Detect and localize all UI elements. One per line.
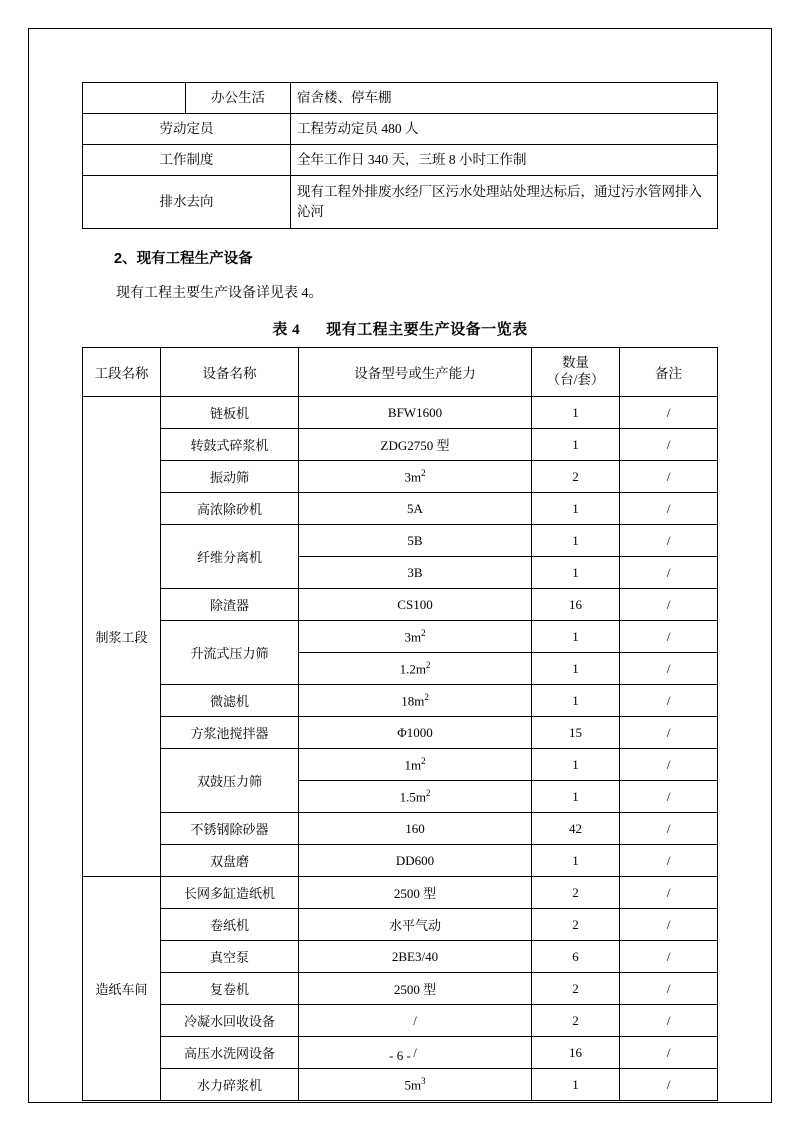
overview-row1-label: 劳动定员 [83,114,291,145]
equipment-name: 真空泵 [161,941,299,973]
equipment-model: CS100 [299,589,532,621]
overview-row0-label-a [83,83,186,114]
header-qty [532,348,620,397]
equipment-model: DD600 [299,845,532,877]
equipment-stage-1: 造纸车间 [83,877,161,1101]
page-number: - 6 - [389,1048,411,1063]
equipment-remark: / [620,845,718,877]
equipment-remark: / [620,653,718,685]
section-heading: 2、现有工程生产设备 [114,251,253,267]
equipment-model: 2BE3/40 [299,941,532,973]
equipment-qty: 1 [532,557,620,589]
equipment-model: $5m^3$ [299,1069,532,1101]
equipment-qty: 1 [532,781,620,813]
table-row [83,83,718,114]
equipment-model: $1.5m^2$ [299,781,532,813]
table-row [83,749,718,781]
equipment-remark: / [620,493,718,525]
equipment-model: $3m^2$ [299,621,532,653]
equipment-qty: 2 [532,1005,620,1037]
equipment-name: 冷凝水回收设备 [161,1005,299,1037]
header-qty-line2: （台/套） [546,372,605,387]
equipment-remark: / [620,717,718,749]
equipment-qty: 2 [532,461,620,493]
table-row [83,845,718,877]
equipment-qty: 1 [532,397,620,429]
equipment-qty: 1 [532,685,620,717]
overview-row0-label-b: 办公生活 [186,83,291,114]
equipment-remark: / [620,749,718,781]
equipment-remark: / [620,621,718,653]
table-row [83,397,718,429]
equipment-model: 5A [299,493,532,525]
table-row [83,717,718,749]
overview-row3-value: 现有工程外排废水经厂区污水处理站处理达标后，通过污水管网排入沁河 [291,176,718,229]
table-row [83,145,718,176]
equipment-name: 高浓除砂机 [161,493,299,525]
table-row [83,941,718,973]
table-row [83,176,718,229]
table-row [83,493,718,525]
table-row [83,114,718,145]
equipment-name: 方浆池搅拌器 [161,717,299,749]
equipment-name: 双鼓压力筛 [161,749,299,813]
table-row [83,461,718,493]
page-footer [0,1048,800,1064]
equipment-qty: 16 [532,1037,620,1069]
table-caption-title: 现有工程主要生产设备一览表 [326,322,528,338]
equipment-remark: / [620,909,718,941]
equipment-stage-0: 制浆工段 [83,397,161,877]
header-qty-line1: 数量 [562,355,589,371]
equipment-model: $18m^2$ [299,685,532,717]
equipment-remark: / [620,1005,718,1037]
equipment-table-body [83,397,718,1101]
equipment-remark: / [620,685,718,717]
equipment-remark: / [620,589,718,621]
overview-row2-value: 全年工作日 340 天，三班 8 小时工作制 [291,145,718,176]
equipment-model: 5B [299,525,532,557]
equipment-name: 振动筛 [161,461,299,493]
equipment-remark: / [620,461,718,493]
header-model: 设备型号或生产能力 [299,348,532,397]
equipment-name: 高压水洗网设备 [161,1037,299,1069]
equipment-remark: / [620,1037,718,1069]
table-caption-number: 表 4 [272,322,301,338]
equipment-model: 水平气动 [299,909,532,941]
equipment-name: 水力碎浆机 [161,1069,299,1101]
equipment-model: 160 [299,813,532,845]
table-row [83,589,718,621]
table-row [83,429,718,461]
equipment-model: / [299,1037,532,1069]
equipment-remark: / [620,525,718,557]
equipment-qty: 1 [532,493,620,525]
table-row [83,877,718,909]
equipment-remark: / [620,781,718,813]
equipment-remark: / [620,941,718,973]
overview-row3-label: 排水去向 [83,176,291,229]
page-content [82,82,718,1101]
equipment-remark: / [620,397,718,429]
table-row [83,525,718,557]
equipment-model: BFW1600 [299,397,532,429]
equipment-model: $1m^2$ [299,749,532,781]
equipment-model: 2500 型 [299,973,532,1005]
equipment-remark: / [620,973,718,1005]
equipment-qty: 2 [532,973,620,1005]
equipment-remark: / [620,557,718,589]
equipment-model: 3B [299,557,532,589]
equipment-name: 长网多缸造纸机 [161,877,299,909]
equipment-qty: 2 [532,909,620,941]
equipment-table-header-row [83,348,718,397]
overview-row1-value: 工程劳动定员 480 人 [291,114,718,145]
table-row [83,1005,718,1037]
equipment-qty: 1 [532,653,620,685]
equipment-qty: 1 [532,621,620,653]
table-row [83,813,718,845]
equipment-name: 微滤机 [161,685,299,717]
equipment-name: 复卷机 [161,973,299,1005]
equipment-qty: 1 [532,749,620,781]
table-row [83,1069,718,1101]
equipment-name: 除渣器 [161,589,299,621]
equipment-remark: / [620,1069,718,1101]
equipment-name: 纤维分离机 [161,525,299,589]
equipment-name: 链板机 [161,397,299,429]
equipment-name: 卷纸机 [161,909,299,941]
equipment-model: $3m^2$ [299,461,532,493]
table-caption [82,318,718,339]
equipment-qty: 42 [532,813,620,845]
section-paragraph: 现有工程主要生产设备详见表 4。 [116,286,323,301]
equipment-qty: 6 [532,941,620,973]
equipment-name: 不锈钢除砂器 [161,813,299,845]
equipment-remark: / [620,877,718,909]
header-name: 设备名称 [161,348,299,397]
table-row [83,973,718,1005]
equipment-qty: 2 [532,877,620,909]
equipment-name: 升流式压力筛 [161,621,299,685]
equipment-name: 双盘磨 [161,845,299,877]
equipment-name: 转鼓式碎浆机 [161,429,299,461]
equipment-remark: / [620,429,718,461]
equipment-qty: 1 [532,845,620,877]
header-stage: 工段名称 [83,348,161,397]
equipment-qty: 16 [532,589,620,621]
equipment-qty: 1 [532,1069,620,1101]
project-overview-table [82,82,718,229]
overview-row2-label: 工作制度 [83,145,291,176]
equipment-model: $1.2m^2$ [299,653,532,685]
equipment-qty: 1 [532,525,620,557]
table-row [83,621,718,653]
overview-row0-value: 宿舍楼、停车棚 [291,83,718,114]
equipment-qty: 1 [532,429,620,461]
equipment-remark: / [620,813,718,845]
equipment-table [82,347,718,1101]
equipment-model: ZDG2750 型 [299,429,532,461]
equipment-model: Φ1000 [299,717,532,749]
header-remark: 备注 [620,348,718,397]
equipment-model: / [299,1005,532,1037]
equipment-qty: 15 [532,717,620,749]
table-row [83,685,718,717]
table-row [83,909,718,941]
equipment-model: 2500 型 [299,877,532,909]
